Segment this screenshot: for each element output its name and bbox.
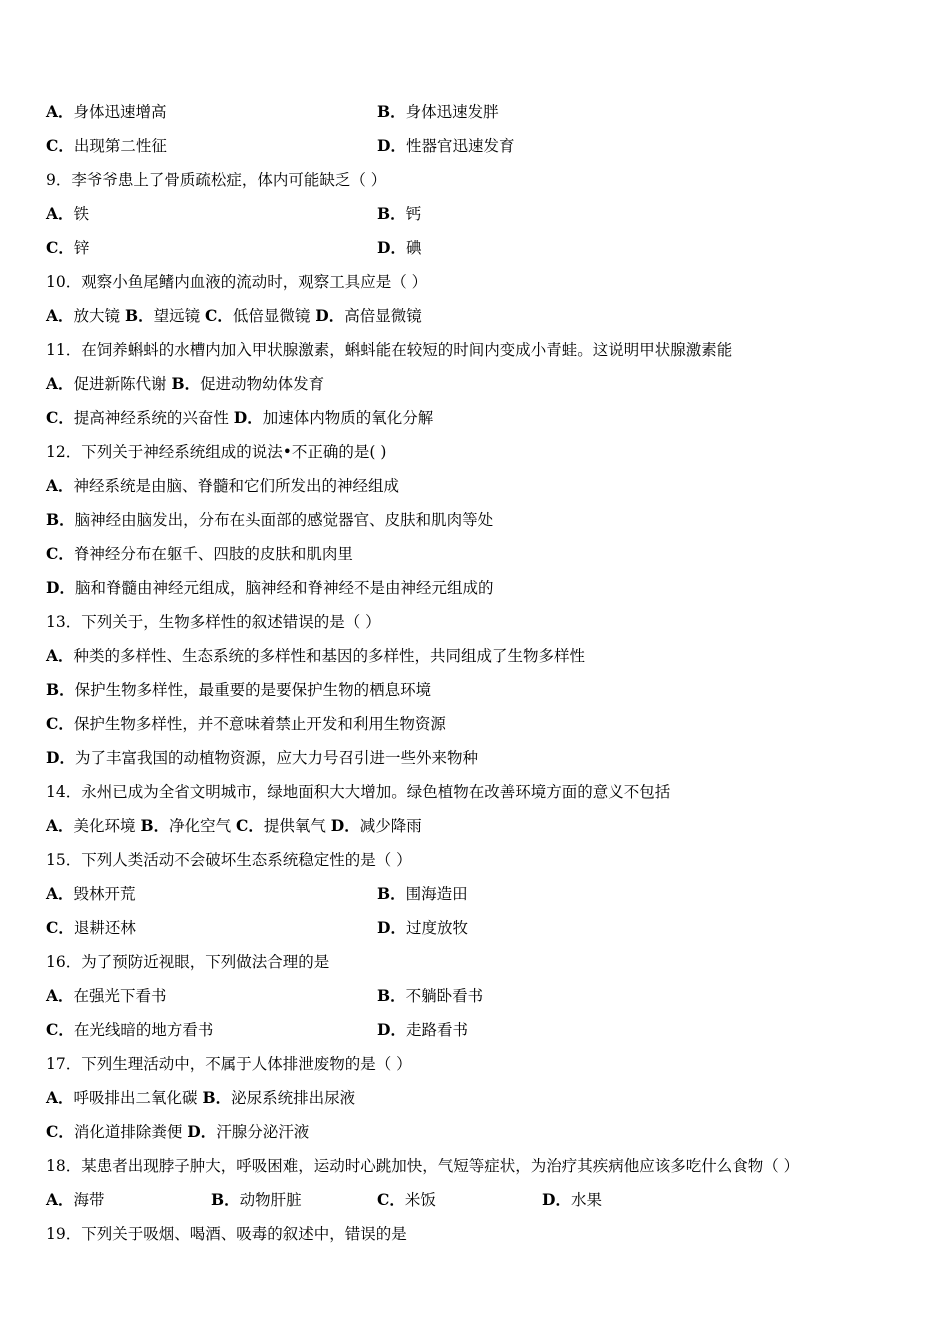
q16-option-c: C．在光线暗的地方看书 (46, 1020, 214, 1039)
q8-option-a: A．身体迅速增高 (46, 102, 167, 121)
q8-option-b: B．身体迅速发胖 (377, 102, 499, 121)
q8-option-d: D．性器官迅速发育 (377, 136, 515, 155)
q17-options-row2: C．消化道排除粪便 D．汗腺分泌汗液 (46, 1122, 310, 1141)
q18-stem: 18．某患者出现脖子肿大，呼吸困难，运动时心跳加快，气短等症状，为治疗其疾病他应该多吃什么食物（ ） (46, 1157, 800, 1175)
q16-option-b: B．不躺卧看书 (377, 986, 484, 1005)
q15-option-d: D．过度放牧 (377, 918, 468, 937)
q9-option-a: A．铁 (46, 204, 90, 223)
q12-option-a: A．神经系统是由脑、脊髓和它们所发出的神经组成 (46, 476, 400, 495)
q13-option-c: C．保护生物多样性，并不意味着禁止开发和利用生物资源 (46, 714, 446, 733)
q18-option-a: A．海带 (46, 1190, 105, 1209)
q11-stem: 11．在饲养蝌蚪的水槽内加入甲状腺激素，蝌蚪能在较短的时间内变成小青蛙。这说明甲状腺激素能 (46, 341, 733, 359)
q14-stem: 14．永州已成为全省文明城市，绿地面积大大增加。绿色植物在改善环境方面的意义不包括 (46, 783, 671, 801)
q13-option-d: D．为了丰富我国的动植物资源，应大力号召引进一些外来物种 (46, 748, 478, 767)
q17-stem: 17．下列生理活动中，不属于人体排泄废物的是（ ） (46, 1055, 412, 1073)
q12-stem: 12．下列关于神经系统组成的说法•不正确的是( ) (46, 443, 387, 461)
q18-option-c: C．米饭 (377, 1190, 436, 1209)
q8-option-c: C．出现第二性征 (46, 136, 167, 155)
q13-option-a: A．种类的多样性、生态系统的多样性和基因的多样性，共同组成了生物多样性 (46, 646, 586, 665)
q9-option-b: B．钙 (377, 204, 422, 223)
q13-option-b: B．保护生物多样性，最重要的是要保护生物的栖息环境 (46, 680, 432, 699)
q9-option-d: D．碘 (377, 238, 422, 257)
q15-option-b: B．围海造田 (377, 884, 468, 903)
q15-option-c: C．退耕还林 (46, 918, 136, 937)
q10-stem: 10．观察小鱼尾鳍内血液的流动时，观察工具应是（ ） (46, 273, 428, 291)
q11-options-row2: C．提高神经系统的兴奋性 D．加速体内物质的氧化分解 (46, 408, 434, 427)
q17-options-row1: A．呼吸排出二氧化碳 B．泌尿系统排出尿液 (46, 1088, 356, 1107)
q9-option-c: C．锌 (46, 238, 90, 257)
q18-option-b: B．动物肝脏 (211, 1190, 302, 1209)
q15-stem: 15．下列人类活动不会破坏生态系统稳定性的是（ ） (46, 851, 412, 869)
q11-options-row1: A．促进新陈代谢 B．促进动物幼体发育 (46, 374, 325, 393)
q16-stem: 16．为了预防近视眼，下列做法合理的是 (46, 953, 330, 971)
q10-options: A．放大镜 B．望远镜 C．低倍显微镜 D．高倍显微镜 (46, 306, 422, 325)
q13-stem: 13．下列关于，生物多样性的叙述错误的是（ ） (46, 613, 381, 631)
q18-option-d: D．水果 (542, 1190, 602, 1209)
q12-option-c: C．脊神经分布在躯千、四肢的皮肤和肌肉里 (46, 544, 353, 563)
q16-option-a: A．在强光下看书 (46, 986, 167, 1005)
q16-option-d: D．走路看书 (377, 1020, 468, 1039)
q12-option-b: B．脑神经由脑发出，分布在头面部的感觉器官、皮肤和肌肉等处 (46, 510, 494, 529)
q19-stem: 19．下列关于吸烟、喝酒、吸毒的叙述中，错误的是 (46, 1225, 407, 1243)
q9-stem: 9．李爷爷患上了骨质疏松症，体内可能缺乏（ ） (46, 171, 387, 189)
q12-option-d: D．脑和脊髓由神经元组成，脑神经和脊神经不是由神经元组成的 (46, 578, 494, 597)
q15-option-a: A．毁林开荒 (46, 884, 136, 903)
q14-options: A．美化环境 B．净化空气 C．提供氧气 D．减少降雨 (46, 816, 422, 835)
